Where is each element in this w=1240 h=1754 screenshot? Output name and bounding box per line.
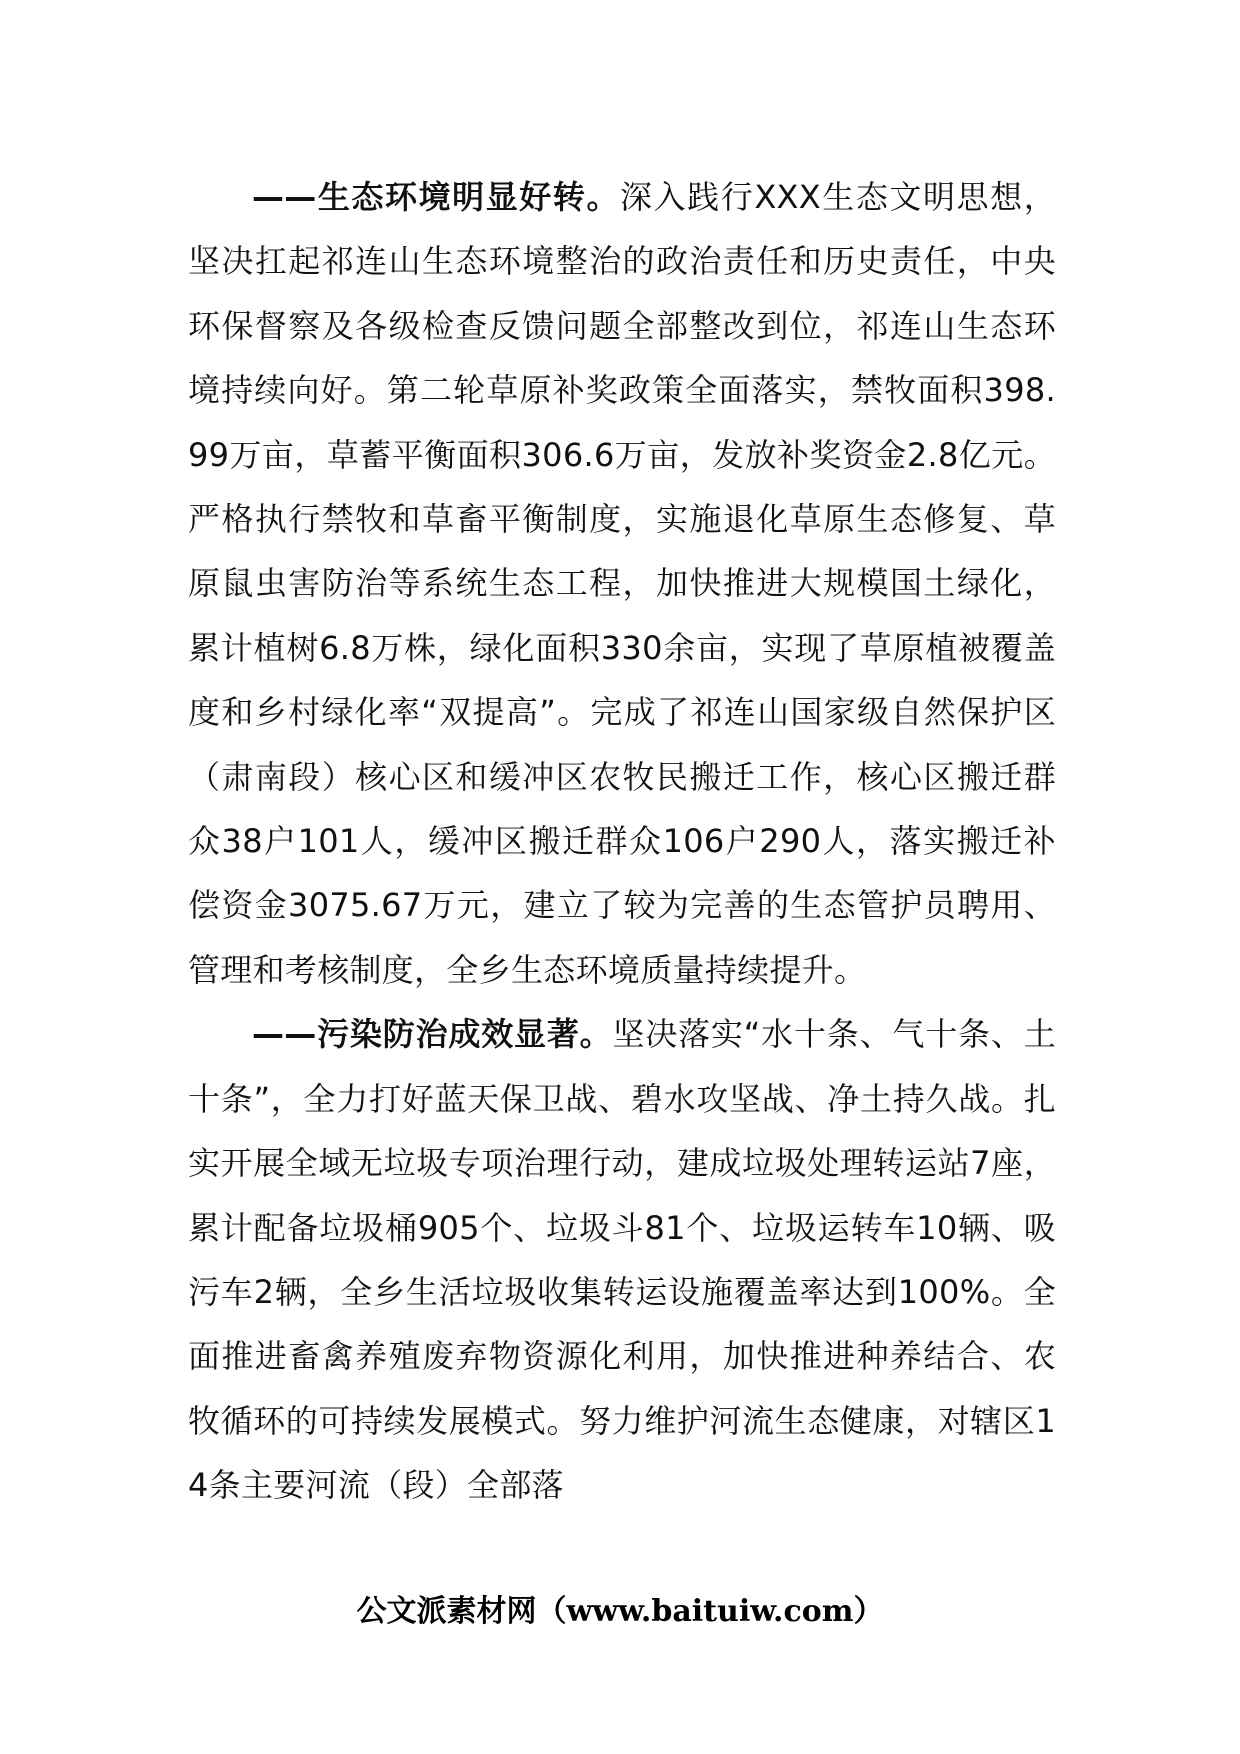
paragraph-heading: ——污染防治成效显著。: [252, 1015, 613, 1054]
watermark-footer: 公文派素材网（www.baituiw.com）: [356, 1594, 884, 1629]
paragraph-ecology: [188, 165, 1056, 1002]
paragraph-pollution: [188, 1002, 1056, 1517]
paragraph-heading: ——生态环境明显好转。: [252, 178, 621, 216]
document-body: [188, 165, 1056, 1518]
paragraph-text: 坚决落实“水十条、气十条、土十条”，全力打好蓝天保卫战、碧水攻坚战、净土持久战。扎实开展全域无垃圾专项治理行动，建成垃圾处理转运站7座，累计配备垃圾桶905个、垃圾斗81个、垃圾运转车10辆、吸污车2辆，全乡生活垃圾收集转运设施覆盖率达到100%。全面推进畜禽养殖废弃物资源化利用，加快推进种养结合、农牧循环的可持续发展模式。努力维护河流生态健康，对辖区14条主要河流（段）全部落: [188, 1015, 1056, 1505]
paragraph-text: 深入践行XXX生态文明思想，坚决扛起祁连山生态环境整治的政治责任和历史责任，中央环保督察及各级检查反馈问题全部整改到位，祁连山生态环境持续向好。第二轮草原补奖政策全面落实，禁牧面积398.99万亩，草蓄平衡面积306.6万亩，发放补奖资金2.8亿元。严格执行禁牧和草畜平衡制度，实施退化草原生态修复、草原鼠虫害防治等系统生态工程，加快推进大规模国土绿化，累计植树6.8万株，绿化面积330余亩，实现了草原植被覆盖度和乡村绿化率“双提高”。完成了祁连山国家级自然保护区（肃南段）核心区和缓冲区农牧民搬迁工作，核心区搬迁群众38户101人，缓冲区搬迁群众106户290人，落实搬迁补偿资金3075.67万元，建立了较为完善的生态管护员聘用、管理和考核制度，全乡生态环境质量持续提升。: [188, 178, 1056, 989]
